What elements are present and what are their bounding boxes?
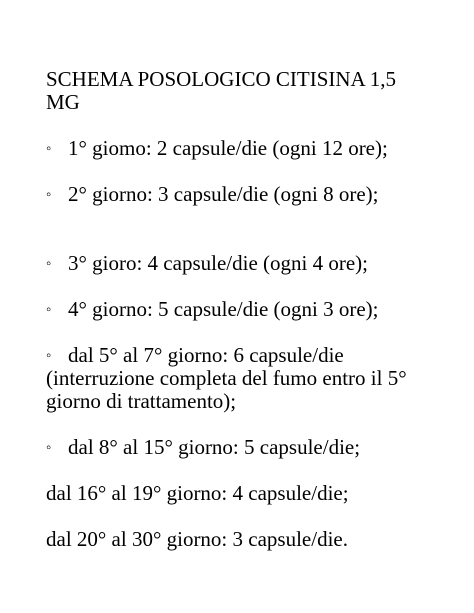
list-item [46,298,379,322]
document-title-line-2: MG [46,90,80,114]
list-item [46,183,379,207]
list-item-text: 3° gioro: 4 capsule/die (ogni 4 ore); [68,251,368,275]
bullet-icon: ◦ [46,302,52,318]
bullet-icon: ◦ [46,141,52,157]
list-item-continuation-line-2: giorno di trattamento); [46,389,237,413]
list-item-text: 4° giorno: 5 capsule/die (ogni 3 ore); [68,297,379,321]
bullet-icon: ◦ [46,187,52,203]
list-item-continuation-line-1: (interruzione completa del fumo entro il 5° [46,366,407,390]
list-item [46,252,368,276]
plain-line: dal 16° al 19° giorno: 4 capsule/die; [46,481,349,505]
bullet-icon: ◦ [46,440,52,456]
list-item-text: 2° giorno: 3 capsule/die (ogni 8 ore); [68,182,379,206]
bullet-icon: ◦ [46,348,52,364]
document-title-line-1: SCHEMA POSOLOGICO CITISINA 1,5 [46,67,397,91]
list-item-text: dal 8° al 15° giorno: 5 capsule/die; [68,435,361,459]
list-item [46,137,388,161]
list-item-text: 1° giomo: 2 capsule/die (ogni 12 ore); [68,136,388,160]
list-item [46,436,360,460]
list-item-text: dal 5° al 7° giorno: 6 capsule/die [68,343,344,367]
bullet-icon: ◦ [46,256,52,272]
plain-line: dal 20° al 30° giorno: 3 capsule/die. [46,527,348,551]
list-item [46,344,344,368]
